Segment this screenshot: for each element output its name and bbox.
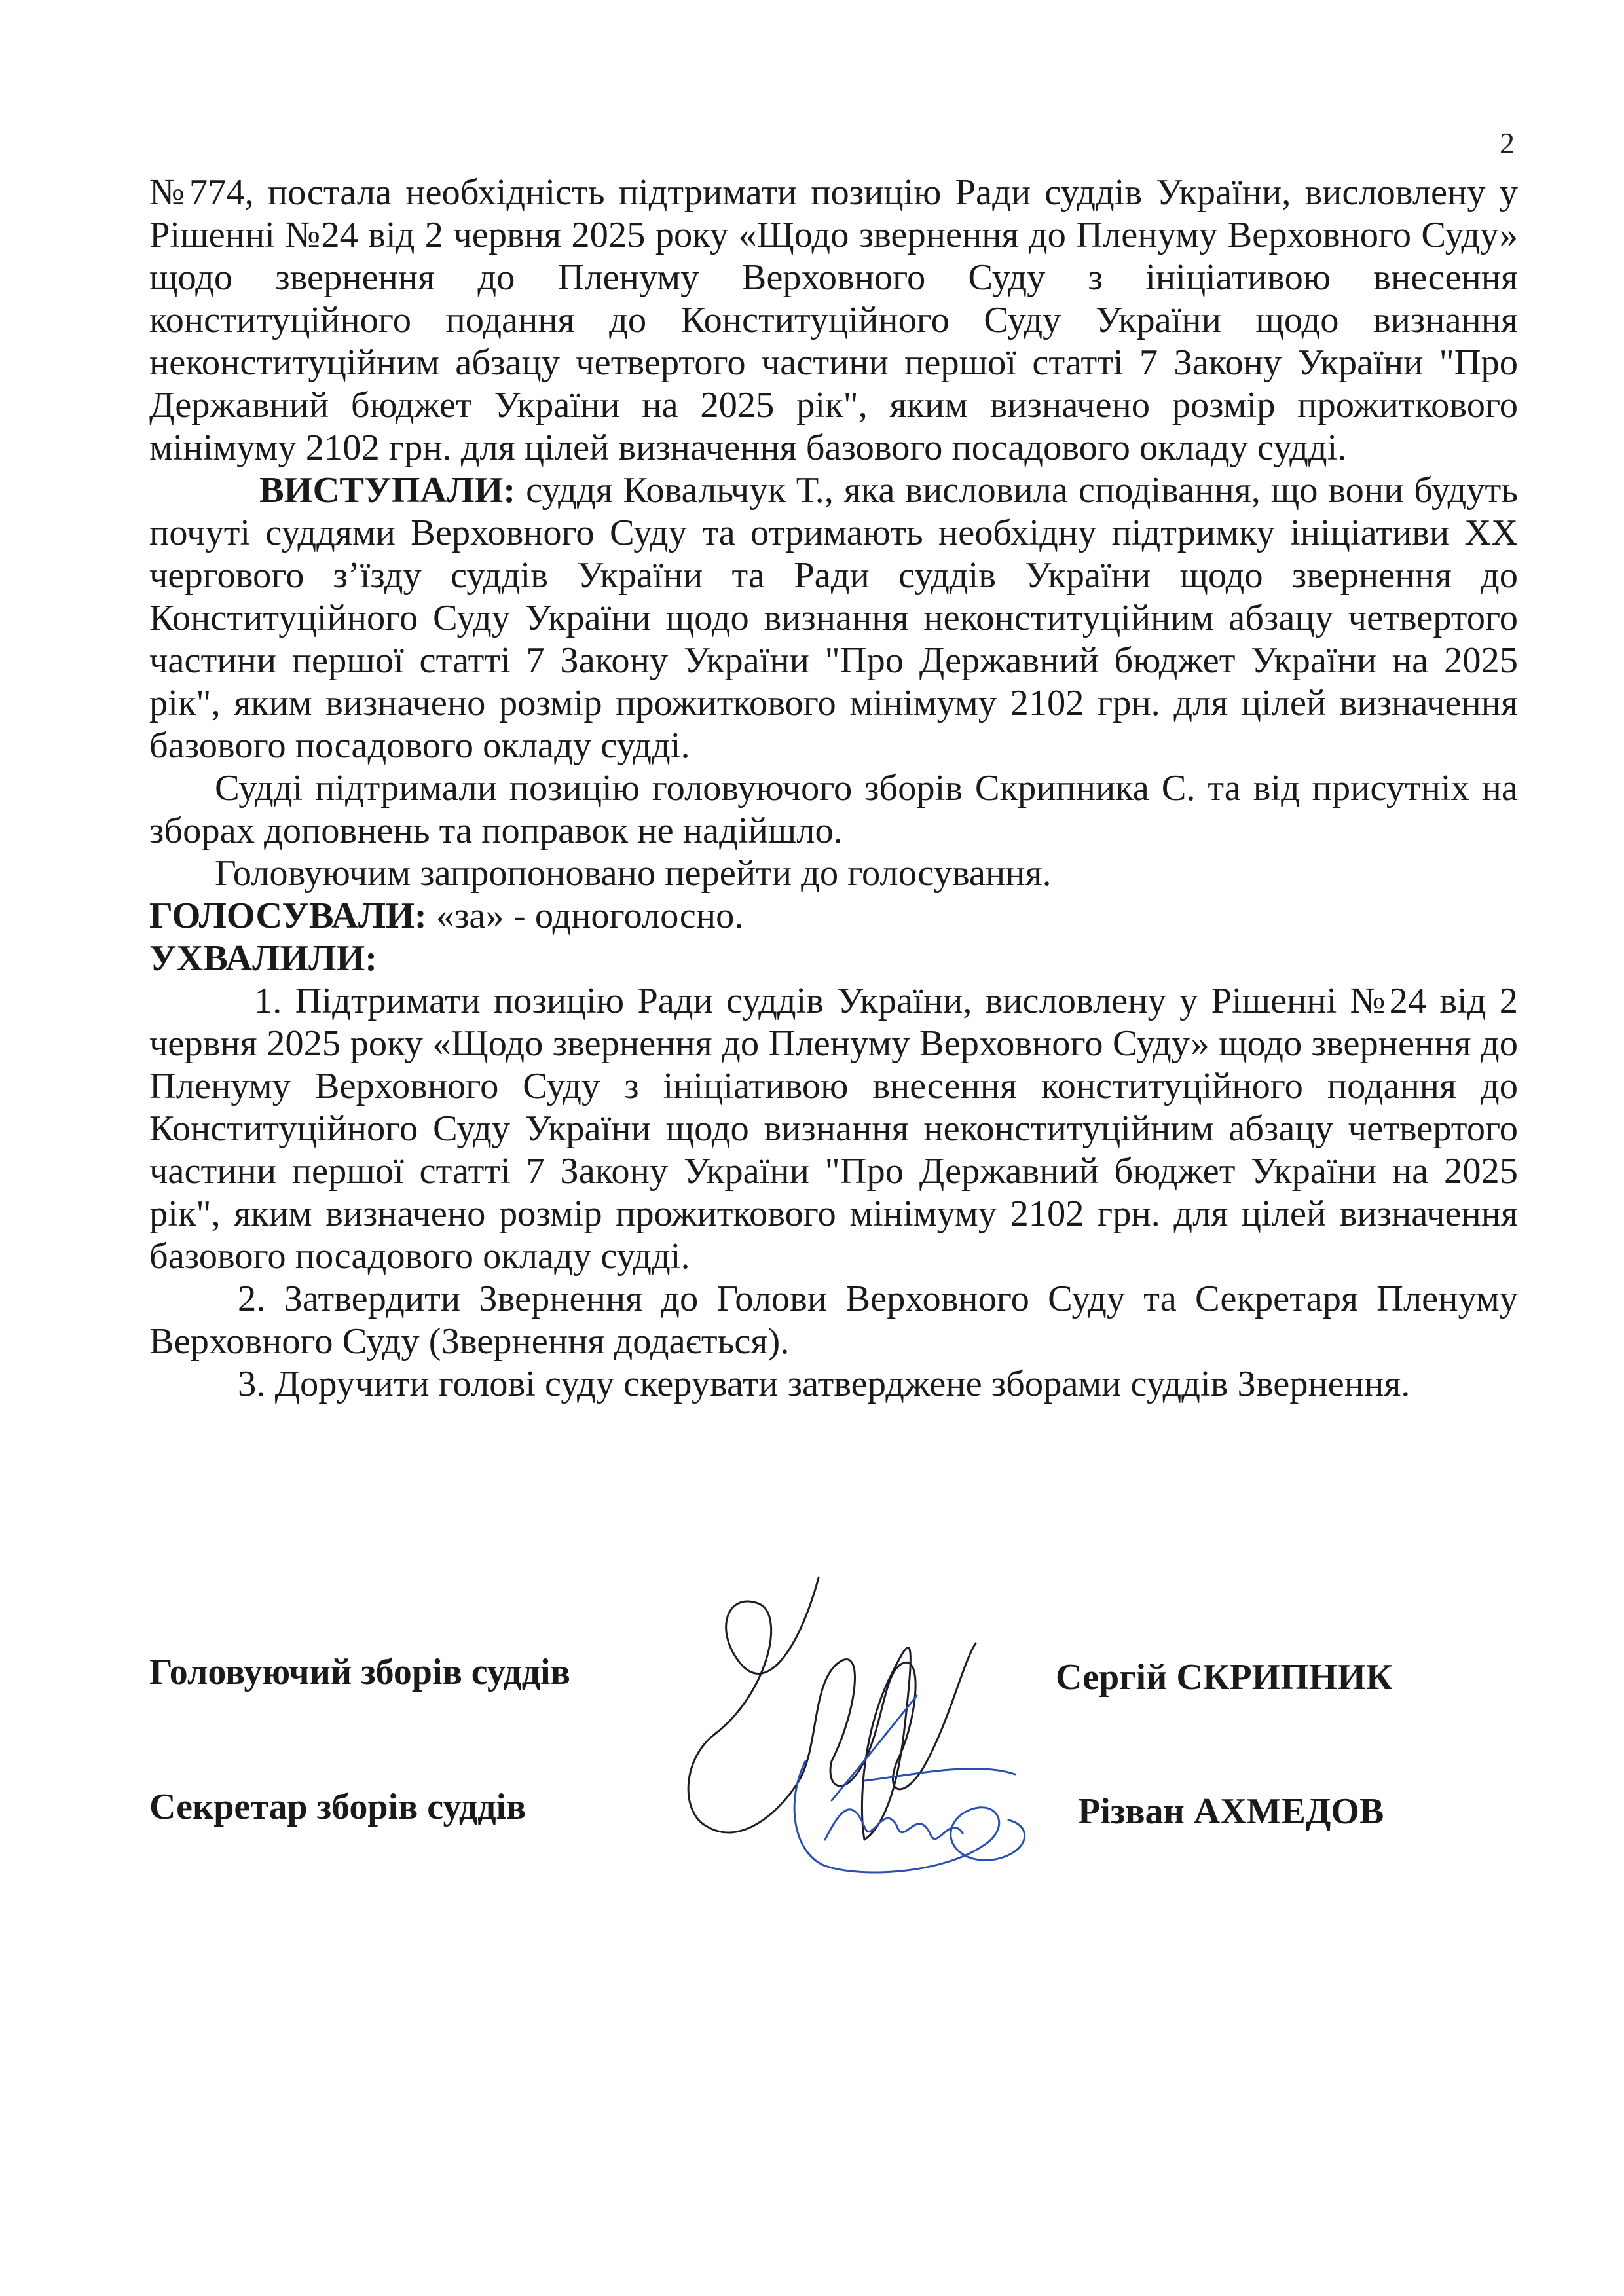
secretary-title: Секретар зборів суддів [149, 1787, 526, 1827]
paragraph-speakers [149, 469, 1518, 767]
vote-text: «за» - одноголосно. [426, 896, 744, 936]
page-number: 2 [1500, 126, 1515, 160]
secretary-name: Різван АХМЕДОВ [1078, 1791, 1384, 1832]
paragraph-support: Судді підтримали позицію головуючого зборів Скрипника С. та від присутніх на зборах доповнень та поправок не надійшло. [149, 768, 1518, 851]
resolution-item-3: 3. Доручити голові суду скерувати затверджене зборами суддів Звернення. [238, 1364, 1411, 1404]
speakers-label: ВИСТУПАЛИ: [259, 470, 516, 511]
chair-title: Головуючий зборів суддів [149, 1652, 570, 1692]
document-body [149, 172, 1518, 1406]
resolution-item-1: 1. Підтримати позицію Ради суддів України, висловлену у Рішенні №24 від 2 червня 2025 року «Щодо звернення до Пленуму Верховного Суду» щодо звернення до Пленуму Верховного Суду з ініціативою внесення конституційного подання до Конституційного Суду України щодо визнання неконституційним абзацу четвертого частини першої статті 7 Закону України "Про Державний бюджет України на 2025 рік", яким визначено розмір прожиткового мінімуму 2102 грн. для цілей визначення базового посадового окладу судді. [149, 981, 1518, 1277]
speakers-text: суддя Ковальчук Т., яка висловила сподівання, що вони будуть почуті суддями Верховного Суду та отримають необхідну підтримку ініціативи XX чергового з’їзду суддів України та Ради суддів України щодо звернення до Конституційного Суду України щодо визнання неконституційним абзацу четвертого частини першої статті 7 Закону України "Про Державний бюджет України на 2025 рік", яким визначено розмір прожиткового мінімуму 2102 грн. для цілей визначення базового посадового окладу судді. [149, 470, 1518, 766]
resolution-item-2: 2. Затвердити Звернення до Голови Верховного Суду та Секретаря Пленуму Верховного Суду (Звернення додається). [149, 1279, 1518, 1362]
vote-label: ГОЛОСУВАЛИ: [149, 896, 427, 936]
handwritten-signatures [668, 1565, 1153, 1905]
paragraph-continuation: №774, постала необхідність підтримати позицію Ради суддів України, висловлену у Рішенні №24 від 2 червня 2025 року «Щодо звернення до Пленуму Верховного Суду» щодо звернення до Пленуму Верховного Суду з ініціативою внесення конституційного подання до Конституційного Суду України щодо визнання неконституційним абзацу четвертого частини першої статті 7 Закону України "Про Державний бюджет України на 2025 рік", яким визначено розмір прожиткового мінімуму 2102 грн. для цілей визначення базового посадового окладу судді. [149, 172, 1518, 468]
paragraph-proposal: Головуючим запропоновано перейти до голосування. [215, 853, 1052, 894]
paragraph-vote [149, 895, 1518, 938]
chair-name: Сергій СКРИПНИК [1056, 1657, 1393, 1698]
resolved-label: УХВАЛИЛИ: [149, 938, 378, 979]
